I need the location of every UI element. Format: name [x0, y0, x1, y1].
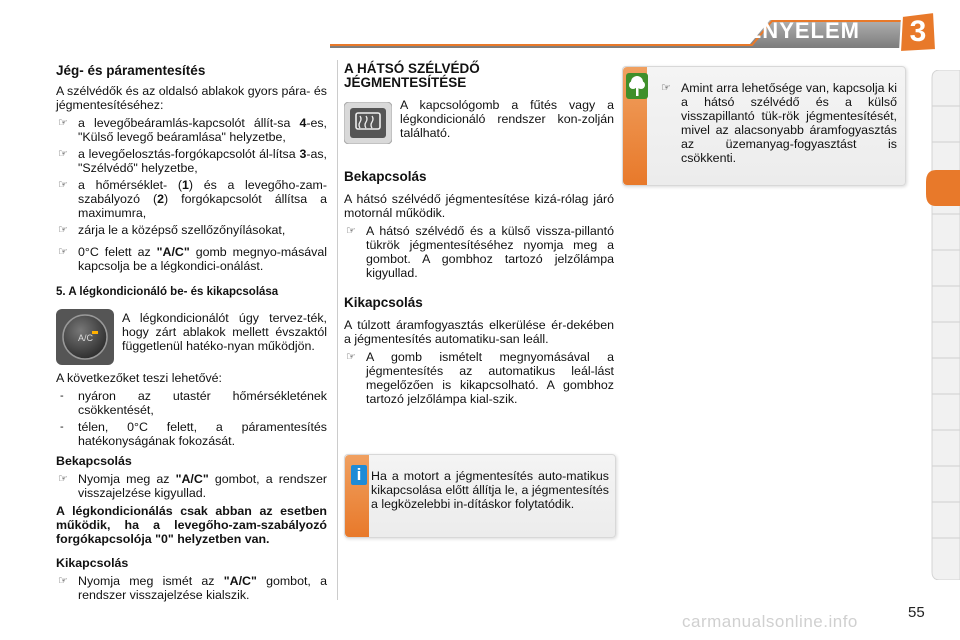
section-5-title: 5. A légkondicionáló be- és kikapcsolása: [56, 286, 279, 298]
watermark: carmanualsonline.info: [682, 612, 858, 631]
left-column: [56, 64, 327, 605]
list-item: ☞ a levegőelosztás-forgókapcsolót ál-lítsa 3-as, "Szélvédő" helyzetbe,: [58, 147, 327, 175]
list-item: - nyáron az utastér hőmérsékletének csökkentését,: [60, 389, 327, 417]
ac-button-icon: [56, 309, 114, 365]
list-item: ☞ Nyomja meg ismét az "A/C" gombot, a rendszer visszajelzése kialszik.: [58, 574, 327, 602]
list-item: - télen, 0°C felett, a páramentesítés hatékonyságának fokozását.: [60, 420, 327, 448]
effects-intro: A következőket teszi lehetővé:: [56, 371, 222, 385]
defrost-title: Jég- és páramentesítés: [56, 63, 206, 78]
off-title: Kikapcsolás: [56, 556, 129, 570]
pointer-icon: ☞: [58, 117, 68, 129]
rear-on-title: Bekapcsolás: [344, 169, 427, 184]
page-title: KÉNYELEM: [729, 18, 860, 43]
rear-defrost-title: A HÁTSÓ SZÉLVÉDŐ JÉGMENTESÍTÉSE: [344, 61, 480, 90]
page-number: 55: [908, 604, 925, 621]
pointer-icon: ☞: [661, 82, 671, 94]
rear-off-text: A túlzott áramfogyasztás elkerülése ér-dekében a jégmentesítés automatiku-san leáll.: [344, 318, 614, 346]
on-title: Bekapcsolás: [56, 454, 132, 468]
list-item: ☞ zárja le a középső szellőzőnyílásokat,: [58, 223, 286, 237]
ac-block: [56, 305, 327, 367]
list-item: ☞ a hőmérséklet- (1) és a levegőho-zam-szabályozó (2) forgókapcsolót állítsa a maximumra,: [58, 178, 327, 220]
eco-item: ☞ Amint arra lehetősége van, kapcsolja ki a hátsó szélvédő és a külső visszapillantó tük-rök jégmentesítését, mivel az alacsonyabb áramfogyasztás az üzemanyag-fogyasztást is csökkenti.: [661, 81, 897, 165]
pointer-icon: ☞: [346, 351, 356, 363]
list-item: ☞ A gomb ismételt megnyomásával a jégmentesítés az automatikus leál-lást megelőzően is kikapcsolható. A gombhoz tartozó jelzőlámpa kial-szik.: [346, 350, 614, 406]
rear-off-title: Kikapcsolás: [344, 295, 423, 310]
info-box: [344, 454, 616, 538]
defrost-intro: A szélvédők és az oldalsó ablakok gyors pára- és jégmentesítéséhez:: [56, 84, 327, 112]
ac-description: A légkondicionálót úgy tervez-ték, hogy zárt ablakok mellett évszaktól függetlenül hatéko-nyan működjön.: [122, 311, 327, 353]
rear-defrost-desc: A kapcsológomb a fűtés vagy a légkondicionáló rendszer kon-zolján található.: [400, 98, 614, 140]
pointer-icon: ☞: [58, 473, 68, 485]
column-divider: [337, 60, 338, 600]
svg-text:A/C: A/C: [78, 333, 94, 343]
list-item: ☞ A hátsó szélvédő és a külső vissza-pillantó tükrök jégmentesítéséhez nyomja meg a gombot. A gombhoz tartozó jelzőlámpa kigyullad.: [346, 224, 614, 280]
list-item: ☞ Nyomja meg az "A/C" gombot, a rendszer visszajelzése kigyullad.: [58, 472, 327, 500]
info-icon: i: [351, 465, 367, 485]
rear-defrost-block: [344, 98, 614, 156]
on-note: A légkondicionálás csak abban az esetben működik, ha a levegőho-zam-szabályozó forgókapcsolója "0" helyzetben van.: [56, 504, 327, 546]
eco-box: [622, 66, 906, 186]
pointer-icon: ☞: [58, 179, 68, 191]
info-text: Ha a motort a jégmentesítés auto-matikus kikapcsolása előtt állítja le, a jégmentesítés a legközelebbi in-dításkor folytatódik.: [371, 469, 609, 511]
pointer-icon: ☞: [346, 225, 356, 237]
chapter-tabs: [926, 70, 960, 580]
pointer-icon: ☞: [58, 224, 68, 236]
list-item: ☞ a levegőbeáramlás-kapcsolót állít-sa 4-es, "Külső levegő beáramlása" helyzetbe,: [58, 116, 327, 144]
pointer-icon: ☞: [58, 148, 68, 160]
pointer-icon: ☞: [58, 246, 68, 258]
chapter-number: 3: [909, 15, 927, 48]
middle-column: [344, 62, 614, 409]
rear-defrost-button-icon: [344, 102, 392, 144]
pointer-icon: ☞: [58, 575, 68, 587]
eco-tree-icon: [626, 73, 648, 99]
list-item: ☞ 0°C felett az "A/C" gomb megnyo-másával kapcsolja be a légkondici-onálást.: [58, 245, 327, 273]
rear-on-text: A hátsó szélvédő jégmentesítése kizá-rólag járó motornál működik.: [344, 192, 614, 220]
